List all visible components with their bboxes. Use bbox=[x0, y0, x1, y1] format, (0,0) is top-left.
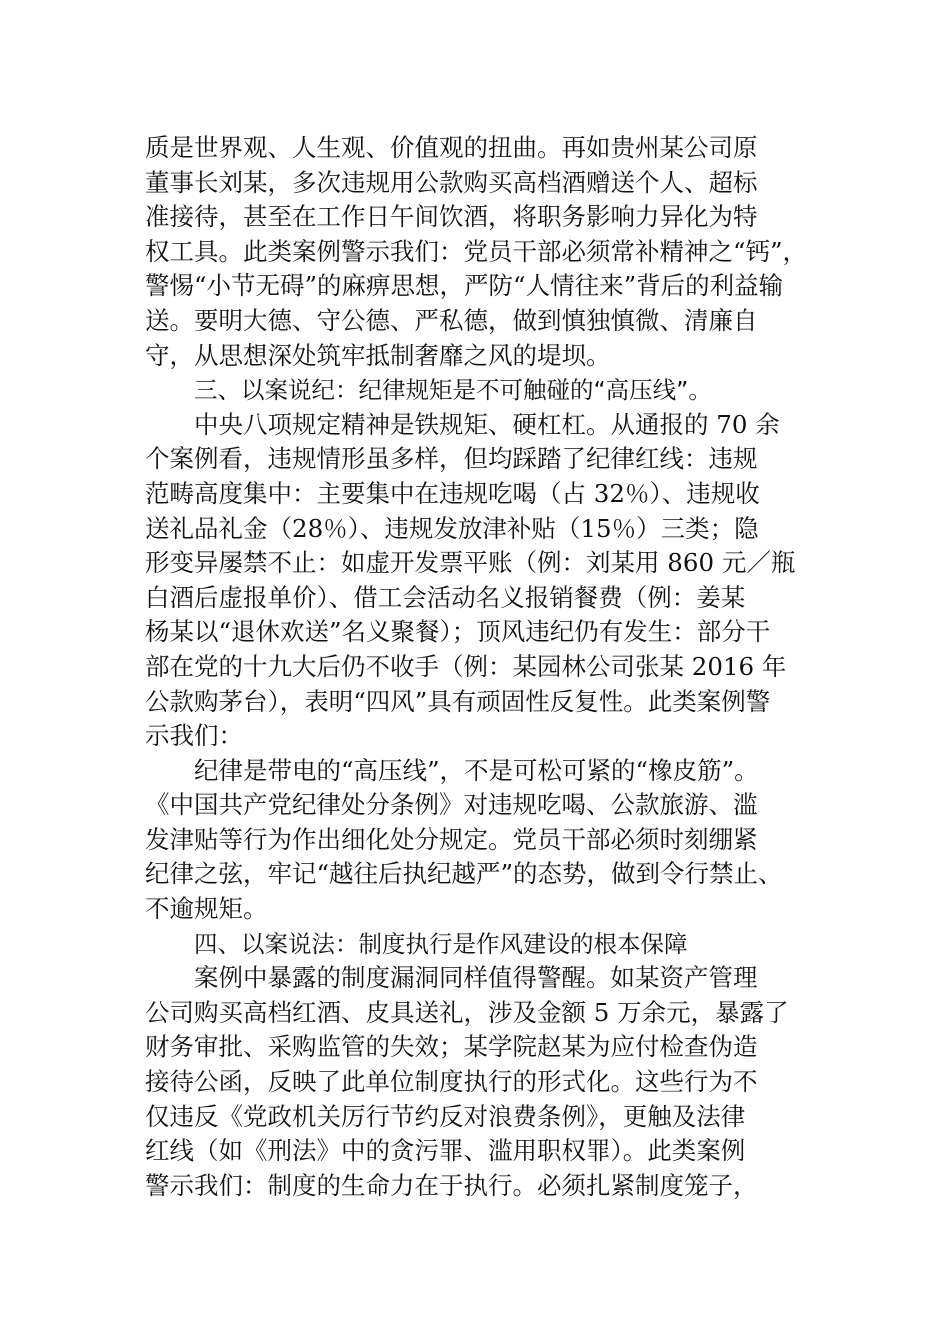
text-line: 示我们： bbox=[145, 721, 243, 751]
text-line: 送礼品礼金（28％）、违规发放津补贴（15％）三类；隐 bbox=[145, 513, 759, 543]
text-line: 案例中暴露的制度漏洞同样值得警醒。如某资产管理 bbox=[194, 963, 758, 993]
text-line: 《中国共产党纪律处分条例》对违规吃喝、公款旅游、滥 bbox=[145, 790, 758, 820]
text-line: 准接待，甚至在工作日午间饮酒，将职务影响力异化为特 bbox=[145, 202, 758, 232]
text-line: 纪律是带电的“高压线”，不是可松可紧的“橡皮筋”。 bbox=[194, 755, 759, 785]
text-line: 公司购买高档红酒、皮具送礼，涉及金额 5 万余元，暴露了 bbox=[145, 997, 789, 1027]
text-line: 财务审批、采购监管的失效；某学院赵某为应付检查伪造 bbox=[145, 1032, 758, 1062]
text-line: 发津贴等行为作出细化处分规定。党员干部必须时刻绷紧 bbox=[145, 824, 758, 854]
text-line: 杨某以“退休欢送”名义聚餐）；顶风违纪仍有发生：部分干 bbox=[145, 617, 771, 647]
text-line: 公款购茅台），表明“四风”具有顽固性反复性。此类案例警 bbox=[145, 686, 771, 716]
text-line: 警示我们：制度的生命力在于执行。必须扎紧制度笼子， bbox=[145, 1170, 758, 1200]
text-line: 守，从思想深处筑牢抵制奢靡之风的堤坝。 bbox=[145, 340, 611, 370]
text-line: 形变异屡禁不止：如虚开发票平账（例：刘某用 860 元／瓶 bbox=[145, 548, 796, 578]
text-line: 范畴高度集中：主要集中在违规吃喝（占 32％）、违规收 bbox=[145, 478, 760, 508]
section-heading: 三、以案说纪：纪律规矩是不可触碰的“高压线”。 bbox=[194, 376, 712, 405]
text-line: 纪律之弦，牢记“越往后执纪越严”的态势，做到令行禁止、 bbox=[145, 859, 783, 889]
text-line: 不逾规矩。 bbox=[145, 894, 268, 924]
text-line: 部在党的十九大后仍不收手（例：某园林公司张某 2016 年 bbox=[145, 651, 787, 681]
text-line: 送。要明大德、守公德、严私德，做到慎独慎微、清廉自 bbox=[145, 305, 758, 335]
text-line: 仅违反《党政机关厉行节约反对浪费条例》，更触及法律 bbox=[145, 1101, 746, 1131]
text-line: 红线（如《刑法》中的贪污罪、滥用职权罪）。此类案例 bbox=[145, 1136, 746, 1166]
text-line: 警惕“小节无碍”的麻痹思想，严防“人情往来”背后的利益输 bbox=[145, 271, 784, 301]
text-line: 中央八项规定精神是铁规矩、硬杠杠。从通报的 70 余 bbox=[194, 409, 780, 439]
document-body bbox=[145, 131, 809, 1203]
text-line: 权工具。此类案例警示我们：党员干部必须常补精神之“钙”， bbox=[145, 236, 808, 266]
text-line: 接待公函，反映了此单位制度执行的形式化。这些行为不 bbox=[145, 1067, 758, 1097]
text-line: 个案例看，违规情形虽多样，但均踩踏了纪律红线：违规 bbox=[145, 444, 758, 474]
text-line: 白酒后虚报单价）、借工会活动名义报销餐费（例：姜某 bbox=[145, 582, 746, 612]
text-line: 董事长刘某，多次违规用公款购买高档酒赠送个人、超标 bbox=[145, 167, 758, 197]
text-line: 质是世界观、人生观、价值观的扭曲。再如贵州某公司原 bbox=[145, 133, 758, 162]
section-heading: 四、以案说法：制度执行是作风建设的根本保障 bbox=[194, 929, 688, 958]
